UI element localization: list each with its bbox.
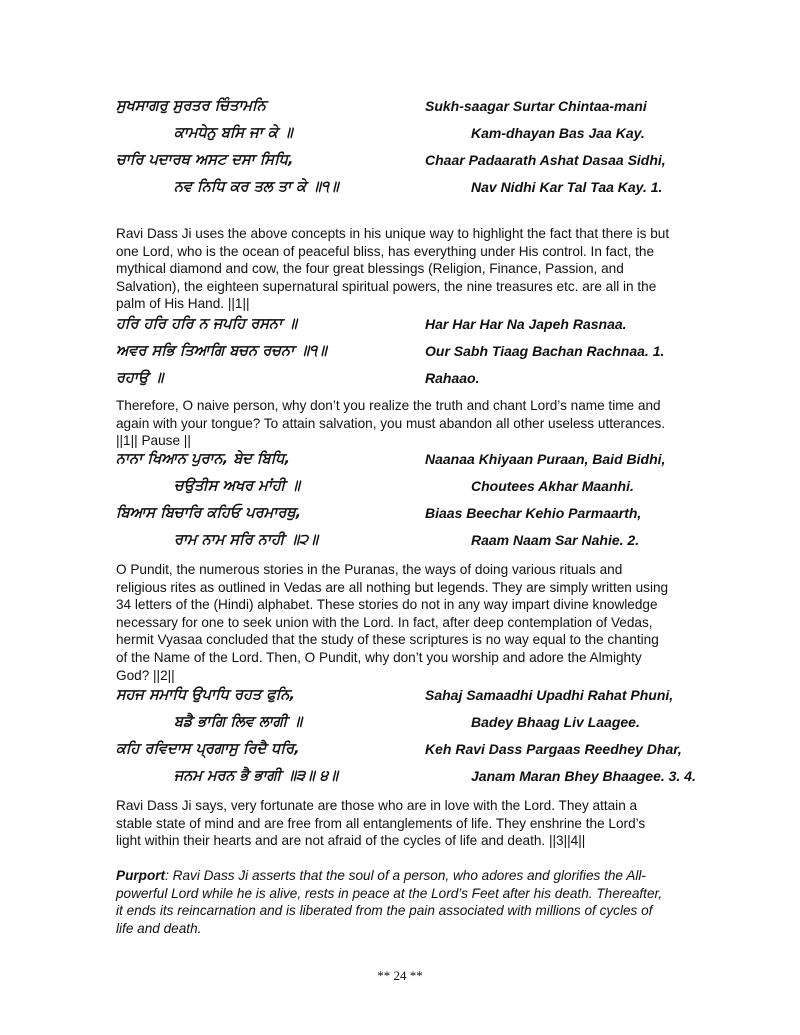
gurmukhi-line: ਬਿਆਸ ਬਿਚਾਰਿ ਕਹਿਓ ਪਰਮਾਰਥੁ, <box>116 505 302 521</box>
gurmukhi-line: ਨਾਨਾ ਖਿਆਨ ਪੁਰਾਨ, ਬੇਦ ਬਿਧਿ, <box>116 451 291 467</box>
gurmukhi-line: ਬਡੈ ਭਾਗਿ ਲਿਵ ਲਾਗੀ ॥ <box>174 714 303 730</box>
gurmukhi-line: ਅਵਰ ਸਭਿ ਤਿਆਗਿ ਬਚਨ ਰਚਨਾ ॥੧॥ <box>116 343 327 359</box>
gurmukhi-line: ਜਨਮ ਮਰਨ ਭੈ ਭਾਗੀ ॥੩॥ ੪॥ <box>174 768 338 784</box>
purport-paragraph <box>116 867 672 937</box>
verse-explanation: O Pundit, the numerous stories in the Puranas, the ways of doing various rituals and religious rites as outlined in Vedas are all nothing but legends. They are simply written using 34 letters of the (Hindi) alphabet. These stories do not in any way impart divine knowledge necessary for one to seek union with the Lord. In fact, after deep contemplation of Vedas, hermit Vyasaa concluded that the study of these scriptures is no way equal to the chanting of the Name of the Lord. Then, O Pundit, why don’t you worship and adore the Almighty God? ||2|| <box>116 562 669 683</box>
verse-line <box>116 150 696 177</box>
verse-line <box>116 476 696 503</box>
verse-line <box>116 712 696 739</box>
purport-text: : Ravi Dass Ji asserts that the soul of a person, who adores and glorifies the All-powerful Lord while he is alive, rests in peace at the Lord’s Feet after his death. Thereafter, it ends its reincarnation and is liberated from the pain associated with millions of cycles of life and death. <box>116 868 663 936</box>
verse-line <box>116 766 696 793</box>
gurmukhi-line: ਚਾਰਿ ਪਦਾਰਥ ਅਸਟ ਦਸਾ ਸਿਧਿ, <box>116 152 294 168</box>
roman-line: Raam Naam Sar Nahie. 2. <box>471 532 640 548</box>
verse-4 <box>116 685 696 793</box>
roman-line: Janam Maran Bhey Bhaagee. 3. 4. <box>471 768 696 784</box>
gurmukhi-line: ਹਰਿ ਹਰਿ ਹਰਿ ਨ ਜਪਹਿ ਰਸਨਾ ॥ <box>116 316 298 332</box>
gurmukhi-line: ਸਹਜ ਸਮਾਧਿ ਉਪਾਧਿ ਰਹਤ ਫੁਨਿ, <box>116 687 296 703</box>
gurmukhi-line: ਰਹਾਉ ॥ <box>116 370 164 386</box>
verse-line <box>116 341 696 368</box>
verse-line <box>116 530 696 557</box>
verse-line <box>116 96 696 123</box>
roman-line: Our Sabh Tiaag Bachan Rachnaa. 1. <box>425 343 665 359</box>
verse-line <box>116 123 696 150</box>
gurmukhi-line: ਚਉਤੀਸ ਅਖਰ ਮਾਂਹੀ ॥ <box>174 478 301 494</box>
verse-line <box>116 314 696 341</box>
gurmukhi-line: ਰਾਮ ਨਾਮ ਸਰਿ ਨਾਹੀ ॥੨॥ <box>174 532 318 548</box>
gurmukhi-line: ਸੁਖਸਾਗਰੁ ਸੁਰਤਰ ਚਿੰਤਾਮਨਿ <box>116 98 266 114</box>
roman-line: Naanaa Khiyaan Puraan, Baid Bidhi, <box>425 451 666 467</box>
roman-line: Keh Ravi Dass Pargaas Reedhey Dhar, <box>425 741 682 757</box>
roman-line: Rahaao. <box>425 370 480 386</box>
verse-line <box>116 449 696 476</box>
roman-line: Choutees Akhar Maanhi. <box>471 478 634 494</box>
verse-2 <box>116 314 696 395</box>
roman-line: Nav Nidhi Kar Tal Taa Kay. 1. <box>471 179 663 195</box>
verse-1 <box>116 96 696 204</box>
verse-3 <box>116 449 696 557</box>
roman-line: Chaar Padaarath Ashat Dasaa Sidhi, <box>425 152 666 168</box>
gurmukhi-line: ਕਹਿ ਰਵਿਦਾਸ ਪ੍ਰਗਾਸੁ ਰਿਦੈ ਧਰਿ, <box>116 741 300 757</box>
page-number: ** 24 ** <box>377 968 423 983</box>
verse-explanation: Ravi Dass Ji says, very fortunate are those who are in love with the Lord. They attain a stable state of mind and are free from all entanglements of life. They enshrine the Lord’s light within their hearts and are not afraid of the cycles of life and death. ||3||4|| <box>116 798 646 849</box>
roman-line: Sukh-saagar Surtar Chintaa-mani <box>425 98 647 114</box>
gurmukhi-line: ਕਾਮਧੇਨੁ ਬਸਿ ਜਾ ਕੇ ॥ <box>174 125 293 141</box>
verse-line <box>116 685 696 712</box>
verse-line <box>116 177 696 204</box>
verse-line <box>116 503 696 530</box>
roman-line: Badey Bhaag Liv Laagee. <box>471 714 640 730</box>
verse-explanation: Therefore, O naive person, why don’t you realize the truth and chant Lord’s name time and again with your tongue? To attain salvation, you must abandon all other useless utterances. ||1|| Pause || <box>116 398 666 449</box>
verse-line <box>116 368 696 395</box>
verse-line <box>116 739 696 766</box>
gurmukhi-line: ਨਵ ਨਿਧਿ ਕਰ ਤਲ ਤਾ ਕੇ ॥੧॥ <box>174 179 339 195</box>
verse-explanation: Ravi Dass Ji uses the above concepts in his unique way to highlight the fact that there is but one Lord, who is the ocean of peaceful bliss, has everything under His control. In fact, the mythical diamond and cow, the four great blessings (Religion, Finance, Passion, and Salvation), the eighteen supernatural spiritual powers, the nine treasures etc. are all in the palm of His Hand. ||1|| <box>116 226 670 312</box>
roman-line: Biaas Beechar Kehio Parmaarth, <box>425 505 642 521</box>
roman-line: Har Har Har Na Japeh Rasnaa. <box>425 316 627 332</box>
roman-line: Kam-dhayan Bas Jaa Kay. <box>471 125 645 141</box>
roman-line: Sahaj Samaadhi Upadhi Rahat Phuni, <box>425 687 674 703</box>
purport-label: Purport <box>116 868 166 883</box>
